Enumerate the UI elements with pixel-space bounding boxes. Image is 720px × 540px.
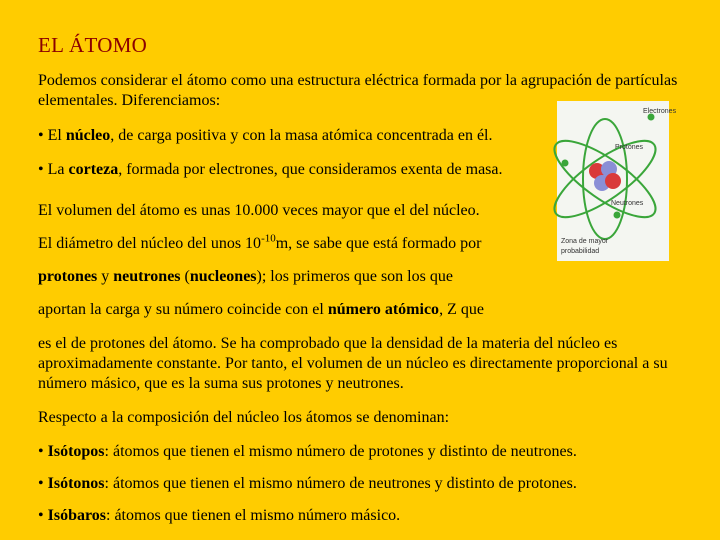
isotopos-item: • Isótopos: átomos que tienen el mismo número de protones y distinto de neutrones. [38,443,577,460]
corteza-term: corteza [68,161,119,178]
label-zona-2: probabilidad [561,248,600,255]
electron-3 [614,212,621,219]
atom-illustration [557,101,677,261]
respecto-line: Respecto a la composición del núcleo los átomos se denominan: [38,409,450,426]
nucleo-item: • El núcleo, de carga positiva y con la masa atómica concentrada en él. [38,127,493,144]
intro-paragraph: Podemos considerar el átomo como una estructura eléctrica formada por la agrupación de partículas elementales. Diferenciamos: [38,72,678,109]
label-protones: Protones [615,144,644,151]
proton-2 [605,173,621,189]
atom-diagram [557,101,677,261]
electron-2 [562,160,569,167]
numero-atomico-term: número atómico [327,301,440,318]
label-neutrones: Neutrones [611,200,644,207]
label-electrones: Electrones [643,108,677,115]
page-title: EL ÁTOMO [38,33,148,57]
isobaros-item: • Isóbaros: átomos que tienen el mismo número másico. [38,507,401,524]
volumen-line: El volumen del átomo es unas 10.000 veces mayor que el del núcleo. [38,202,480,219]
densidad-paragraph: es el de protones del átomo. Se ha comprobado que la densidad de la materia del núcleo es aproximadamente constante. Por tanto, el volumen de un núcleo es directamente proporcional a su número másico, que es la suma sus protones y neutrones. [38,335,668,392]
aportan-line: aportan la carga y su número coincide con el número atómico, Z que [38,301,484,318]
protones-line: protones y neutrones (nucleones); los primeros que son los que [38,268,453,285]
isotonos-item: • Isótonos: átomos que tienen el mismo número de neutrones y distinto de protones. [38,475,577,492]
corteza-item: • La corteza, formada por electrones, que consideramos exenta de masa. [38,161,503,178]
diametro-line: El diámetro del núcleo del unos $10^{-10}m$, se sabe que está formado por [38,232,482,252]
label-zona-1: Zona de mayor [561,238,609,245]
nucleo-term: núcleo [65,127,111,144]
